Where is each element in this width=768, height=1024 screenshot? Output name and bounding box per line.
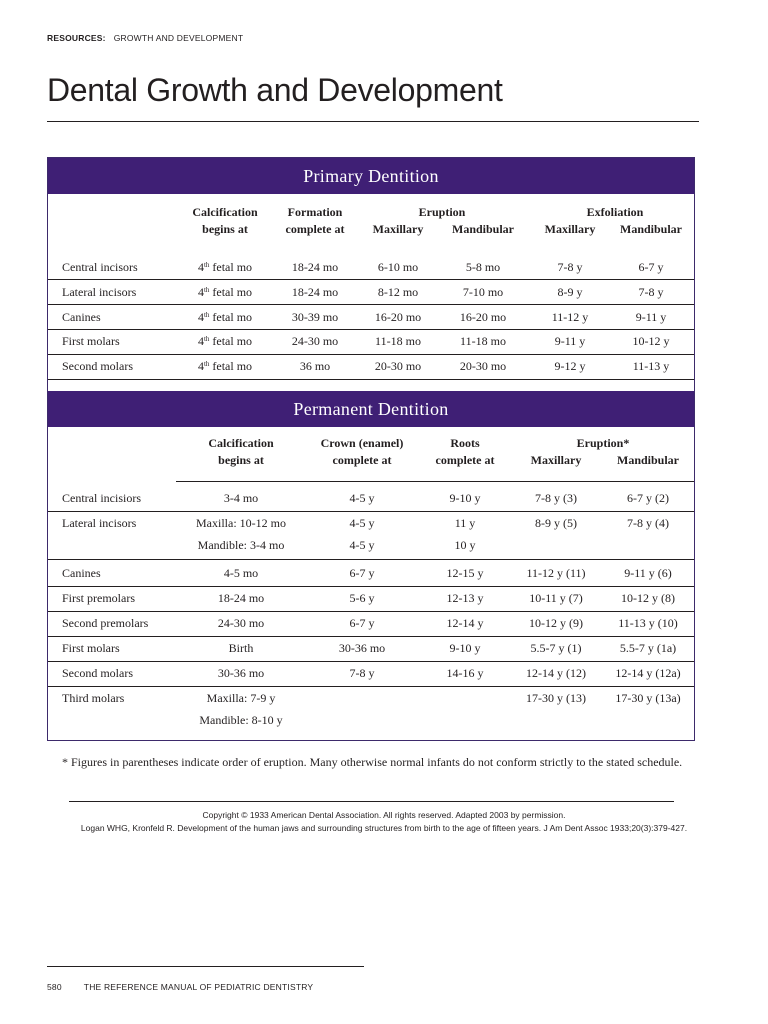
primary-eruption-max-cell: 6-10 mo — [377, 260, 419, 274]
row-divider — [48, 636, 694, 637]
permanent-header-eruption-maxillary: Maxillary — [530, 453, 582, 467]
title-divider — [47, 121, 699, 122]
permanent-tooth-label: Third molars — [62, 691, 125, 705]
primary-exfol-mand-cell: 11-13 y — [632, 359, 670, 373]
primary-exfol-max-cell: 11-12 y — [551, 310, 589, 324]
permanent-calcification-cell: Mandible: 3-4 mo — [197, 538, 285, 552]
permanent-header-eruption-mandibular: Mandibular — [616, 453, 680, 467]
calc-unit: fetal mo — [209, 359, 253, 373]
permanent-roots-cell: 14-16 y — [446, 666, 484, 680]
calc-ordinal: th — [203, 311, 210, 319]
primary-calcification-cell — [198, 260, 252, 275]
row-divider — [48, 354, 694, 355]
permanent-eruption-max-cell: 8-9 y (5) — [535, 516, 577, 530]
permanent-calcification-cell: 3-4 mo — [223, 491, 259, 505]
permanent-header-roots-line2: complete at — [435, 453, 495, 467]
permanent-calcification-cell: Maxilla: 7-9 y — [206, 691, 276, 705]
permanent-eruption-max-cell: 17-30 y (13) — [526, 691, 586, 705]
copyright-notice — [81, 809, 687, 835]
row-divider — [48, 559, 694, 560]
primary-exfol-max-cell: 8-9 y — [557, 285, 583, 299]
permanent-roots-cell: 9-10 y — [449, 491, 481, 505]
eruption-footnote: * Figures in parentheses indicate order of eruption. Many otherwise normal infants do not conform strictly to the stated schedule. — [62, 755, 683, 769]
primary-header-exfoliation: Exfoliation — [586, 205, 644, 219]
permanent-eruption-mand-cell: 11-13 y (10) — [618, 616, 678, 630]
primary-exfol-max-cell: 9-12 y — [554, 359, 586, 373]
primary-header-exfoliation-mandibular: Mandibular — [619, 222, 683, 236]
row-divider — [48, 511, 694, 512]
permanent-calcification-cell: 18-24 mo — [217, 591, 265, 605]
primary-exfol-max-cell: 7-8 y — [557, 260, 583, 274]
primary-exfol-max-cell: 9-11 y — [554, 334, 586, 348]
footer-divider — [69, 801, 674, 802]
primary-formation-cell: 18-24 mo — [291, 285, 339, 299]
permanent-header-crown-line1: Crown (enamel) — [320, 436, 404, 450]
permanent-calcification-cell: 4-5 mo — [223, 566, 259, 580]
permanent-roots-cell: 9-10 y — [449, 641, 481, 655]
primary-header-formation — [286, 204, 345, 238]
permanent-header-eruption: Eruption* — [576, 436, 630, 450]
section-name: GROWTH AND DEVELOPMENT — [113, 33, 244, 43]
permanent-crown-cell: 6-7 y — [349, 616, 375, 630]
primary-formation-cell: 18-24 mo — [291, 260, 339, 274]
calc-number: 4 — [197, 359, 204, 373]
primary-eruption-max-cell: 16-20 mo — [374, 310, 422, 324]
primary-exfol-mand-cell: 10-12 y — [632, 334, 670, 348]
permanent-crown-cell: 5-6 y — [349, 591, 375, 605]
permanent-header-crown-line2: complete at — [332, 453, 392, 467]
calc-unit: fetal mo — [209, 285, 253, 299]
publication-title: THE REFERENCE MANUAL OF PEDIATRIC DENTISTRY — [83, 982, 314, 992]
primary-formation-cell: 30-39 mo — [291, 310, 339, 324]
primary-header-eruption-maxillary: Maxillary — [372, 222, 424, 236]
permanent-eruption-mand-cell: 5.5-7 y (1a) — [619, 641, 677, 655]
permanent-calcification-cell: 24-30 mo — [217, 616, 265, 630]
permanent-tooth-label: Second molars — [62, 666, 133, 680]
primary-header-eruption-mandibular: Mandibular — [451, 222, 515, 236]
permanent-eruption-max-cell: 5.5-7 y (1) — [530, 641, 582, 655]
row-divider — [48, 586, 694, 587]
permanent-roots-cell: 11 y — [454, 516, 476, 530]
row-divider — [48, 304, 694, 305]
primary-header-calcification-line2: begins at — [202, 222, 248, 236]
page-number: 580 — [47, 982, 62, 992]
permanent-crown-cell: 4-5 y — [349, 538, 375, 552]
primary-calcification-cell — [198, 359, 252, 374]
permanent-calcification-cell: 30-36 mo — [217, 666, 265, 680]
primary-eruption-max-cell: 11-18 mo — [375, 334, 421, 348]
permanent-eruption-mand-cell: 10-12 y (8) — [621, 591, 675, 605]
primary-eruption-mand-cell: 5-8 mo — [465, 260, 501, 274]
permanent-eruption-max-cell: 11-12 y (11) — [526, 566, 586, 580]
primary-eruption-mand-cell: 11-18 mo — [460, 334, 506, 348]
permanent-header-calcification-line2: begins at — [218, 453, 264, 467]
page-title: Dental Growth and Development — [47, 72, 503, 108]
permanent-eruption-max-cell: 12-14 y (12) — [526, 666, 586, 680]
primary-header-formation-line2: complete at — [285, 222, 345, 236]
permanent-tooth-label: Lateral incisors — [62, 516, 137, 530]
calc-number: 4 — [197, 285, 204, 299]
permanent-header-crown — [321, 435, 404, 469]
section-label: RESOURCES: — [47, 33, 106, 43]
permanent-tooth-label: Central incisiors — [62, 491, 141, 505]
calc-ordinal: th — [203, 261, 210, 269]
calc-unit: fetal mo — [209, 260, 253, 274]
permanent-header-calcification — [208, 435, 273, 469]
permanent-eruption-mand-cell: 7-8 y (4) — [627, 516, 669, 530]
citation-line: Logan WHG, Kronfeld R. Development of the human jaws and surrounding structures from birth to the age of fifteen years. J Am Dent Assoc 1933;20(3):379-427. — [80, 823, 688, 833]
primary-tooth-label: Canines — [62, 310, 101, 324]
primary-tooth-label: Central incisors — [62, 260, 138, 274]
primary-calcification-cell — [198, 285, 252, 300]
permanent-eruption-mand-cell: 9-11 y (6) — [624, 566, 672, 580]
primary-tooth-label: Lateral incisors — [62, 285, 137, 299]
permanent-header-rule — [176, 481, 694, 482]
permanent-dentition-band — [48, 391, 694, 427]
primary-tooth-label: Second molars — [62, 359, 133, 373]
primary-exfol-mand-cell: 6-7 y — [638, 260, 664, 274]
permanent-header-roots-line1: Roots — [450, 436, 480, 450]
page-footer-divider — [47, 966, 364, 967]
permanent-eruption-max-cell: 7-8 y (3) — [535, 491, 577, 505]
primary-eruption-mand-cell: 7-10 mo — [462, 285, 504, 299]
calc-number: 4 — [197, 334, 204, 348]
primary-calcification-cell — [198, 334, 252, 349]
primary-header-formation-line1: Formation — [287, 205, 343, 219]
permanent-roots-cell: 12-15 y — [446, 566, 484, 580]
copyright-line: Copyright © 1933 American Dental Association. All rights reserved. Adapted 2003 by permission. — [202, 810, 566, 820]
row-divider — [48, 686, 694, 687]
calc-ordinal: th — [203, 360, 210, 368]
calc-ordinal: th — [203, 335, 210, 343]
primary-exfol-mand-cell: 9-11 y — [635, 310, 667, 324]
permanent-tooth-label: First premolars — [62, 591, 135, 605]
primary-eruption-mand-cell: 20-30 mo — [459, 359, 507, 373]
primary-header-calcification-line1: Calcification — [192, 205, 258, 219]
permanent-tooth-label: Canines — [62, 566, 101, 580]
permanent-eruption-mand-cell: 17-30 y (13a) — [615, 691, 681, 705]
permanent-roots-cell: 12-14 y — [446, 616, 484, 630]
permanent-calcification-cell: Birth — [228, 641, 254, 655]
section-header — [47, 33, 243, 43]
primary-formation-cell: 24-30 mo — [291, 334, 339, 348]
row-divider — [48, 611, 694, 612]
permanent-crown-cell: 30-36 mo — [338, 641, 386, 655]
primary-exfol-mand-cell: 7-8 y — [638, 285, 664, 299]
permanent-eruption-mand-cell: 12-14 y (12a) — [615, 666, 681, 680]
calc-number: 4 — [197, 310, 204, 324]
permanent-crown-cell: 4-5 y — [349, 491, 375, 505]
permanent-tooth-label: Second premolars — [62, 616, 149, 630]
permanent-crown-cell: 7-8 y — [349, 666, 375, 680]
primary-eruption-mand-cell: 16-20 mo — [459, 310, 507, 324]
row-divider — [48, 661, 694, 662]
permanent-crown-cell: 4-5 y — [349, 516, 375, 530]
primary-tooth-label: First molars — [62, 334, 120, 348]
permanent-calcification-cell: Maxilla: 10-12 mo — [196, 516, 286, 530]
permanent-dentition-title: Permanent Dentition — [293, 398, 449, 419]
primary-calcification-cell — [198, 310, 252, 325]
permanent-roots-cell: 10 y — [454, 538, 476, 552]
primary-eruption-max-cell: 8-12 mo — [377, 285, 419, 299]
row-divider — [48, 279, 694, 280]
primary-header-eruption: Eruption — [418, 205, 466, 219]
permanent-header-calcification-line1: Calcification — [208, 436, 274, 450]
permanent-eruption-max-cell: 10-12 y (9) — [529, 616, 583, 630]
primary-eruption-max-cell: 20-30 mo — [374, 359, 422, 373]
calc-number: 4 — [197, 260, 204, 274]
permanent-tooth-label: First molars — [62, 641, 120, 655]
primary-dentition-title: Primary Dentition — [303, 165, 439, 186]
primary-header-exfoliation-maxillary: Maxillary — [544, 222, 596, 236]
permanent-eruption-mand-cell: 6-7 y (2) — [627, 491, 669, 505]
primary-dentition-band — [48, 158, 694, 194]
primary-header-calcification — [192, 204, 257, 238]
dentition-table — [47, 157, 695, 741]
permanent-roots-cell: 12-13 y — [446, 591, 484, 605]
page-footer — [47, 982, 313, 992]
primary-formation-cell: 36 mo — [299, 359, 331, 373]
permanent-calcification-cell: Mandible: 8-10 y — [199, 713, 283, 727]
calc-ordinal: th — [203, 286, 210, 294]
permanent-crown-cell: 6-7 y — [349, 566, 375, 580]
row-divider — [48, 379, 694, 380]
calc-unit: fetal mo — [209, 334, 253, 348]
permanent-header-roots — [436, 435, 495, 469]
row-divider — [48, 329, 694, 330]
permanent-eruption-max-cell: 10-11 y (7) — [529, 591, 583, 605]
calc-unit: fetal mo — [209, 310, 253, 324]
